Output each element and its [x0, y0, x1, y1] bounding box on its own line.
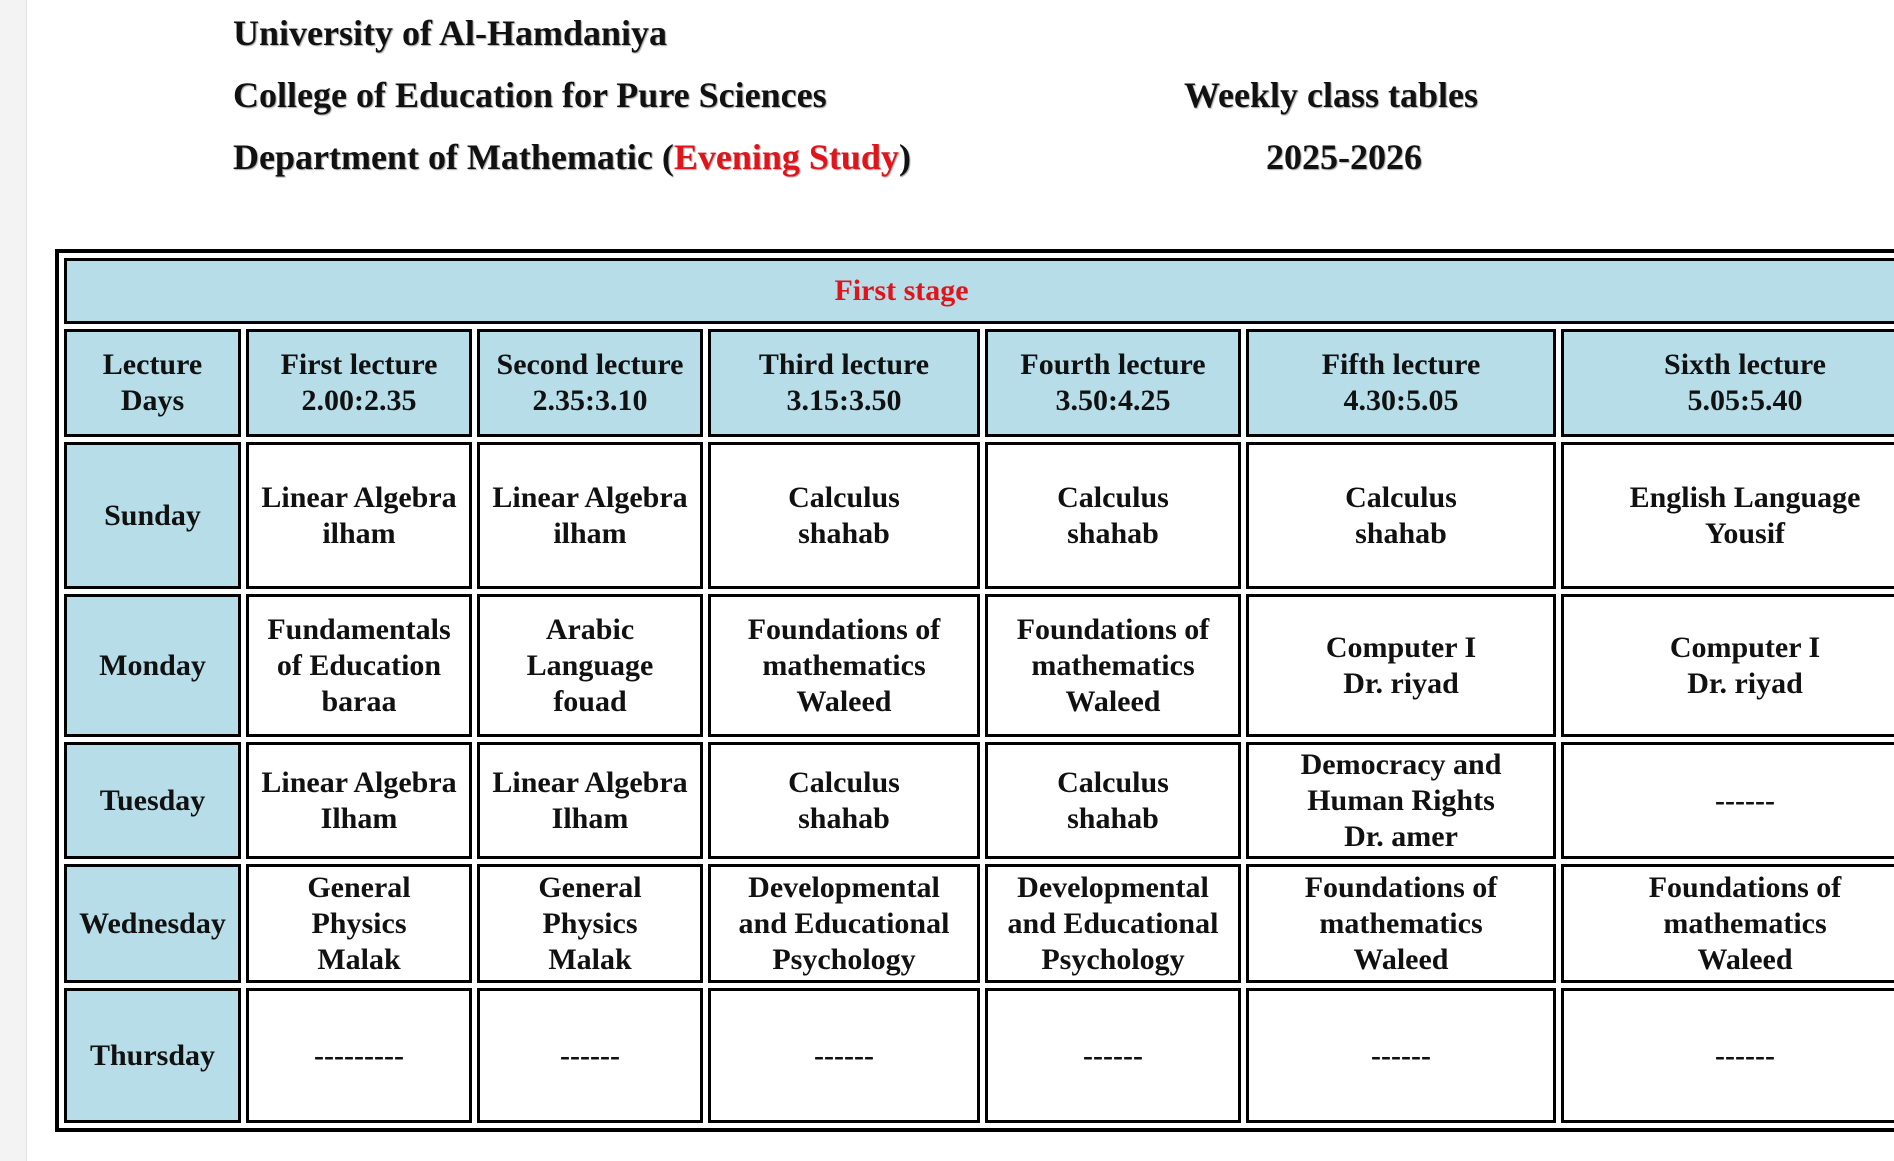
lecture-header [477, 329, 703, 437]
class-cell [985, 864, 1241, 983]
day-label: Thursday [64, 988, 241, 1123]
class-line: ilham [322, 516, 396, 550]
class-cell [1561, 742, 1894, 859]
class-line: Calculus [1057, 765, 1169, 799]
lecture-time: 2.00:2.35 [301, 384, 417, 417]
class-cell [477, 988, 703, 1123]
class-line: Calculus [788, 480, 900, 514]
class-cell [708, 742, 980, 859]
class-line: Democracy and [1300, 747, 1502, 781]
stage-heading [64, 258, 1894, 324]
class-cell [1246, 594, 1556, 737]
class-line: Arabic [545, 612, 635, 646]
class-line: of Education [276, 648, 442, 682]
class-cell [708, 864, 980, 983]
class-line: Linear Algebra [492, 480, 688, 514]
class-cell [1561, 864, 1894, 983]
lecture-name: Fourth lecture [1020, 348, 1206, 381]
class-line: Calculus [1345, 480, 1457, 514]
class-cell [1246, 442, 1556, 589]
class-line: Calculus [1057, 480, 1169, 514]
class-cell [246, 988, 472, 1123]
class-cell [985, 594, 1241, 737]
class-line: shahab [1067, 801, 1159, 835]
lecture-header [985, 329, 1241, 437]
class-cell [1246, 988, 1556, 1123]
page-margin [0, 0, 27, 1161]
class-cell [985, 742, 1241, 859]
class-cell [985, 988, 1241, 1123]
class-line: Waleed [1353, 942, 1449, 976]
class-cell [477, 864, 703, 983]
class-line: mathematics [1031, 648, 1195, 682]
class-line: ------ [1371, 1038, 1431, 1072]
class-cell [985, 442, 1241, 589]
class-line: and Educational [738, 906, 950, 940]
class-cell [477, 594, 703, 737]
class-line: shahab [798, 516, 890, 550]
class-cell [1246, 742, 1556, 859]
class-cell [477, 742, 703, 859]
class-line: ------ [1715, 1038, 1775, 1072]
class-line: Calculus [788, 765, 900, 799]
class-line: Malak [548, 942, 632, 976]
lecture-header [708, 329, 980, 437]
class-cell [1561, 442, 1894, 589]
class-line: ------ [1083, 1038, 1143, 1072]
class-line: ilham [553, 516, 627, 550]
class-line: Developmental [1017, 870, 1209, 904]
class-line: Foundations of [747, 612, 941, 646]
lecture-name: Third lecture [758, 348, 930, 381]
lecture-name: Fifth lecture [1321, 348, 1481, 381]
class-cell [477, 442, 703, 589]
lecture-name: First lecture [280, 348, 438, 381]
class-line: shahab [798, 801, 890, 835]
lecture-time: 4.30:5.05 [1343, 384, 1459, 417]
lecture-header [1246, 329, 1556, 437]
class-line: Physics [542, 906, 638, 940]
lecture-time: 3.50:4.25 [1055, 384, 1171, 417]
class-line: English Language [1629, 480, 1861, 514]
class-line: General [538, 870, 642, 904]
class-cell [1561, 594, 1894, 737]
class-cell [1561, 988, 1894, 1123]
class-line: ------ [814, 1038, 874, 1072]
department-suffix: ) [898, 137, 911, 177]
department-prefix: Department of Mathematic ( [233, 137, 674, 177]
class-line: ------ [1715, 783, 1775, 817]
day-row [64, 594, 1894, 737]
lecture-name: Second lecture [496, 348, 684, 381]
class-line: Ilham [551, 801, 629, 835]
class-line: mathematics [1319, 906, 1483, 940]
class-line: shahab [1355, 516, 1447, 550]
department-title [233, 136, 911, 178]
class-line: Dr. amer [1344, 819, 1458, 853]
weekly-tables-title: Weekly class tables [1184, 75, 1478, 115]
class-line: Fundamentals [267, 612, 451, 646]
corner-label: Days [120, 384, 185, 417]
class-line: baraa [321, 684, 397, 718]
class-line: Yousif [1705, 516, 1786, 550]
evening-study-label: Evening Study [673, 137, 899, 177]
schedule-table [55, 249, 1894, 1132]
class-line: Linear Algebra [261, 480, 457, 514]
lecture-time: 5.05:5.40 [1687, 384, 1803, 417]
corner-header [64, 329, 241, 437]
university-title: University of Al-Hamdaniya [233, 13, 668, 53]
class-cell [708, 988, 980, 1123]
class-line: --------- [314, 1038, 404, 1072]
lecture-name: Sixth lecture [1664, 348, 1826, 381]
class-line: Language [526, 648, 654, 682]
class-cell [1246, 864, 1556, 983]
class-line: Developmental [748, 870, 940, 904]
class-line: Psychology [772, 942, 916, 976]
college-title: College of Education for Pure Sciences [233, 75, 827, 115]
day-row [64, 742, 1894, 859]
academic-year: 2025-2026 [1266, 137, 1422, 177]
day-label: Sunday [64, 442, 241, 589]
day-label: Wednesday [64, 864, 241, 983]
lecture-time: 2.35:3.10 [532, 384, 648, 417]
class-line: General [307, 870, 411, 904]
class-cell [246, 594, 472, 737]
class-cell [246, 742, 472, 859]
class-line: shahab [1067, 516, 1159, 550]
class-line: ------ [560, 1038, 620, 1072]
class-line: Linear Algebra [261, 765, 457, 799]
class-line: mathematics [1663, 906, 1827, 940]
class-line: Computer I [1325, 630, 1477, 664]
day-label: Monday [64, 594, 241, 737]
class-line: fouad [553, 684, 627, 718]
class-cell [708, 594, 980, 737]
stage-label: First stage [834, 274, 969, 307]
class-line: Psychology [1041, 942, 1185, 976]
class-line: mathematics [762, 648, 926, 682]
day-row [64, 988, 1894, 1123]
class-line: Waleed [1065, 684, 1161, 718]
class-line: Foundations of [1648, 870, 1842, 904]
day-row [64, 864, 1894, 983]
lecture-time: 3.15:3.50 [786, 384, 902, 417]
class-cell [246, 442, 472, 589]
class-line: Foundations of [1016, 612, 1210, 646]
class-line: Computer I [1669, 630, 1821, 664]
class-line: and Educational [1007, 906, 1219, 940]
day-row [64, 442, 1894, 589]
class-line: Dr. riyad [1343, 666, 1459, 700]
corner-label: Lecture [102, 348, 203, 381]
class-line: Ilham [320, 801, 398, 835]
lecture-header [1561, 329, 1894, 437]
class-line: Waleed [796, 684, 892, 718]
class-line: Physics [311, 906, 407, 940]
class-line: Human Rights [1307, 783, 1495, 817]
class-line: Dr. riyad [1687, 666, 1803, 700]
class-line: Malak [317, 942, 401, 976]
lecture-header [246, 329, 472, 437]
class-line: Foundations of [1304, 870, 1498, 904]
class-cell [708, 442, 980, 589]
day-label: Tuesday [64, 742, 241, 859]
class-line: Linear Algebra [492, 765, 688, 799]
class-line: Waleed [1697, 942, 1793, 976]
class-cell [246, 864, 472, 983]
